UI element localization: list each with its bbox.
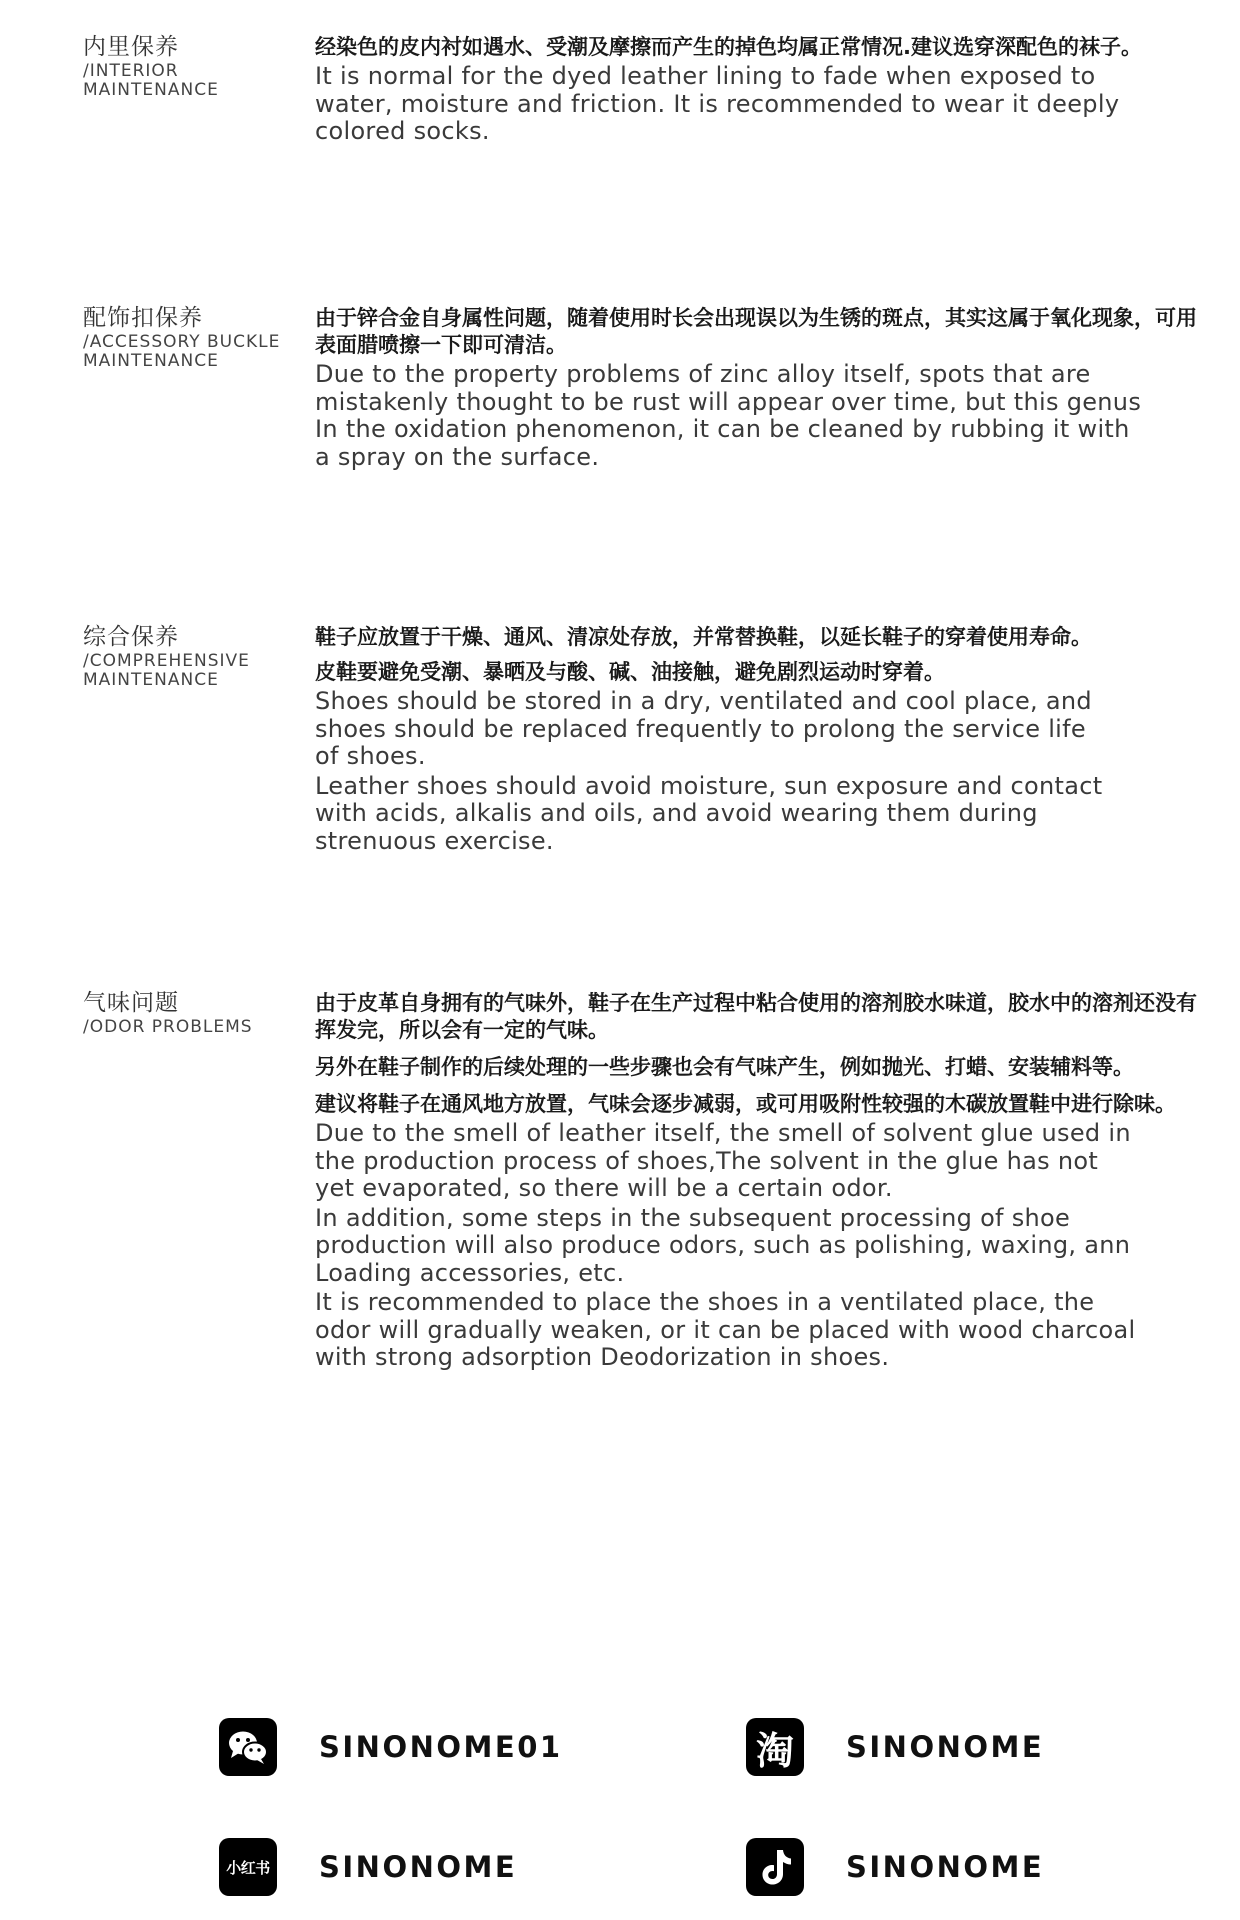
section-content bbox=[315, 34, 1215, 146]
douyin-icon bbox=[746, 1838, 804, 1896]
section-label-en: /INTERIOR MAINTENANCE bbox=[83, 61, 219, 100]
social-wechat[interactable] bbox=[219, 1718, 563, 1776]
social-xiaohongshu[interactable] bbox=[219, 1838, 517, 1896]
social-handle: SINONOME01 bbox=[319, 1730, 563, 1764]
section-label bbox=[83, 34, 303, 100]
section-text-zh: 皮鞋要避免受潮、暴晒及与酸、碱、油接触，避免剧烈运动时穿着。 bbox=[315, 660, 945, 684]
xiaohongshu-icon-text: 小红书 bbox=[226, 1858, 270, 1877]
section-label bbox=[83, 990, 303, 1037]
section-label-en: /ACCESSORY BUCKLE MAINTENANCE bbox=[83, 332, 281, 371]
section-label-zh: 内里保养 bbox=[83, 34, 179, 60]
section-text-zh: 建议将鞋子在通风地方放置，气味会逐步减弱，或可用吸附性较强的木碳放置鞋中进行除味。 bbox=[315, 1092, 1176, 1116]
section-content bbox=[315, 305, 1215, 471]
section-text-en: Due to the smell of leather itself, the smell of solvent glue used in the production process of shoes,The solvent in the glue has not yet evaporated, so there will be a certain odor. bbox=[315, 1119, 1131, 1202]
wechat-icon bbox=[219, 1718, 277, 1776]
xiaohongshu-icon bbox=[219, 1838, 277, 1896]
social-taobao[interactable] bbox=[746, 1718, 1044, 1776]
section-content bbox=[315, 624, 1215, 855]
section-text-zh: 鞋子应放置于干燥、通风、清凉处存放，并常替换鞋，以延长鞋子的穿着使用寿命。 bbox=[315, 625, 1092, 649]
section-label-zh: 综合保养 bbox=[83, 624, 179, 650]
section-label-zh: 配饰扣保养 bbox=[83, 305, 203, 331]
section-label bbox=[83, 305, 303, 371]
social-handle: SINONOME bbox=[846, 1730, 1045, 1764]
section-text-en: Due to the property problems of zinc alloy itself, spots that are mistakenly thought to be rust will appear over time, but this genus In the oxidation phenomenon, it can be cleaned by rubbing it with a spray on the surface. bbox=[315, 360, 1142, 471]
section-text-en: Shoes should be stored in a dry, ventilated and cool place, and shoes should be replaced frequently to prolong the service life of shoes. bbox=[315, 687, 1092, 770]
section-label-en: /ODOR PROBLEMS bbox=[83, 1017, 253, 1037]
taobao-icon bbox=[746, 1718, 804, 1776]
section-content bbox=[315, 990, 1215, 1372]
section-text-zh: 经染色的皮内衬如遇水、受潮及摩擦而产生的掉色均属正常情况.建议选穿深配色的袜子。 bbox=[315, 35, 1142, 59]
social-handle: SINONOME bbox=[319, 1850, 518, 1884]
section-text-en: Leather shoes should avoid moisture, sun exposure and contact with acids, alkalis and oils, and avoid wearing them during strenuous exercise. bbox=[315, 771, 1103, 855]
section-label-zh: 气味问题 bbox=[83, 990, 179, 1016]
section-text-zh: 由于锌合金自身属性问题，随着使用时长会出现误以为生锈的斑点，其实这属于氧化现象，可用表面腊喷擦一下即可清洁。 bbox=[315, 306, 1197, 357]
section-text-en: It is normal for the dyed leather lining to fade when exposed to water, moisture and friction. It is recommended to wear it deeply colored socks. bbox=[315, 62, 1120, 145]
social-douyin[interactable] bbox=[746, 1838, 1044, 1896]
section-text-en: In addition, some steps in the subsequent processing of shoe production will also produce odors, such as polishing, waxing, ann Loading accessories, etc. bbox=[315, 1203, 1131, 1287]
section-text-zh: 另外在鞋子制作的后续处理的一些步骤也会有气味产生，例如抛光、打蜡、安装辅料等。 bbox=[315, 1055, 1134, 1079]
section-label bbox=[83, 624, 303, 690]
section-label-en: /COMPREHENSIVE MAINTENANCE bbox=[83, 651, 250, 690]
section-text-zh: 由于皮革自身拥有的气味外，鞋子在生产过程中粘合使用的溶剂胶水味道，胶水中的溶剂还没有挥发完，所以会有一定的气味。 bbox=[315, 991, 1197, 1042]
section-text-en: It is recommended to place the shoes in a ventilated place, the odor will gradually weaken, or it can be placed with wood charcoal with strong adsorption Deodorization in shoes. bbox=[315, 1288, 1136, 1371]
taobao-icon-text: 淘 bbox=[755, 1728, 794, 1773]
social-handle: SINONOME bbox=[846, 1850, 1045, 1884]
